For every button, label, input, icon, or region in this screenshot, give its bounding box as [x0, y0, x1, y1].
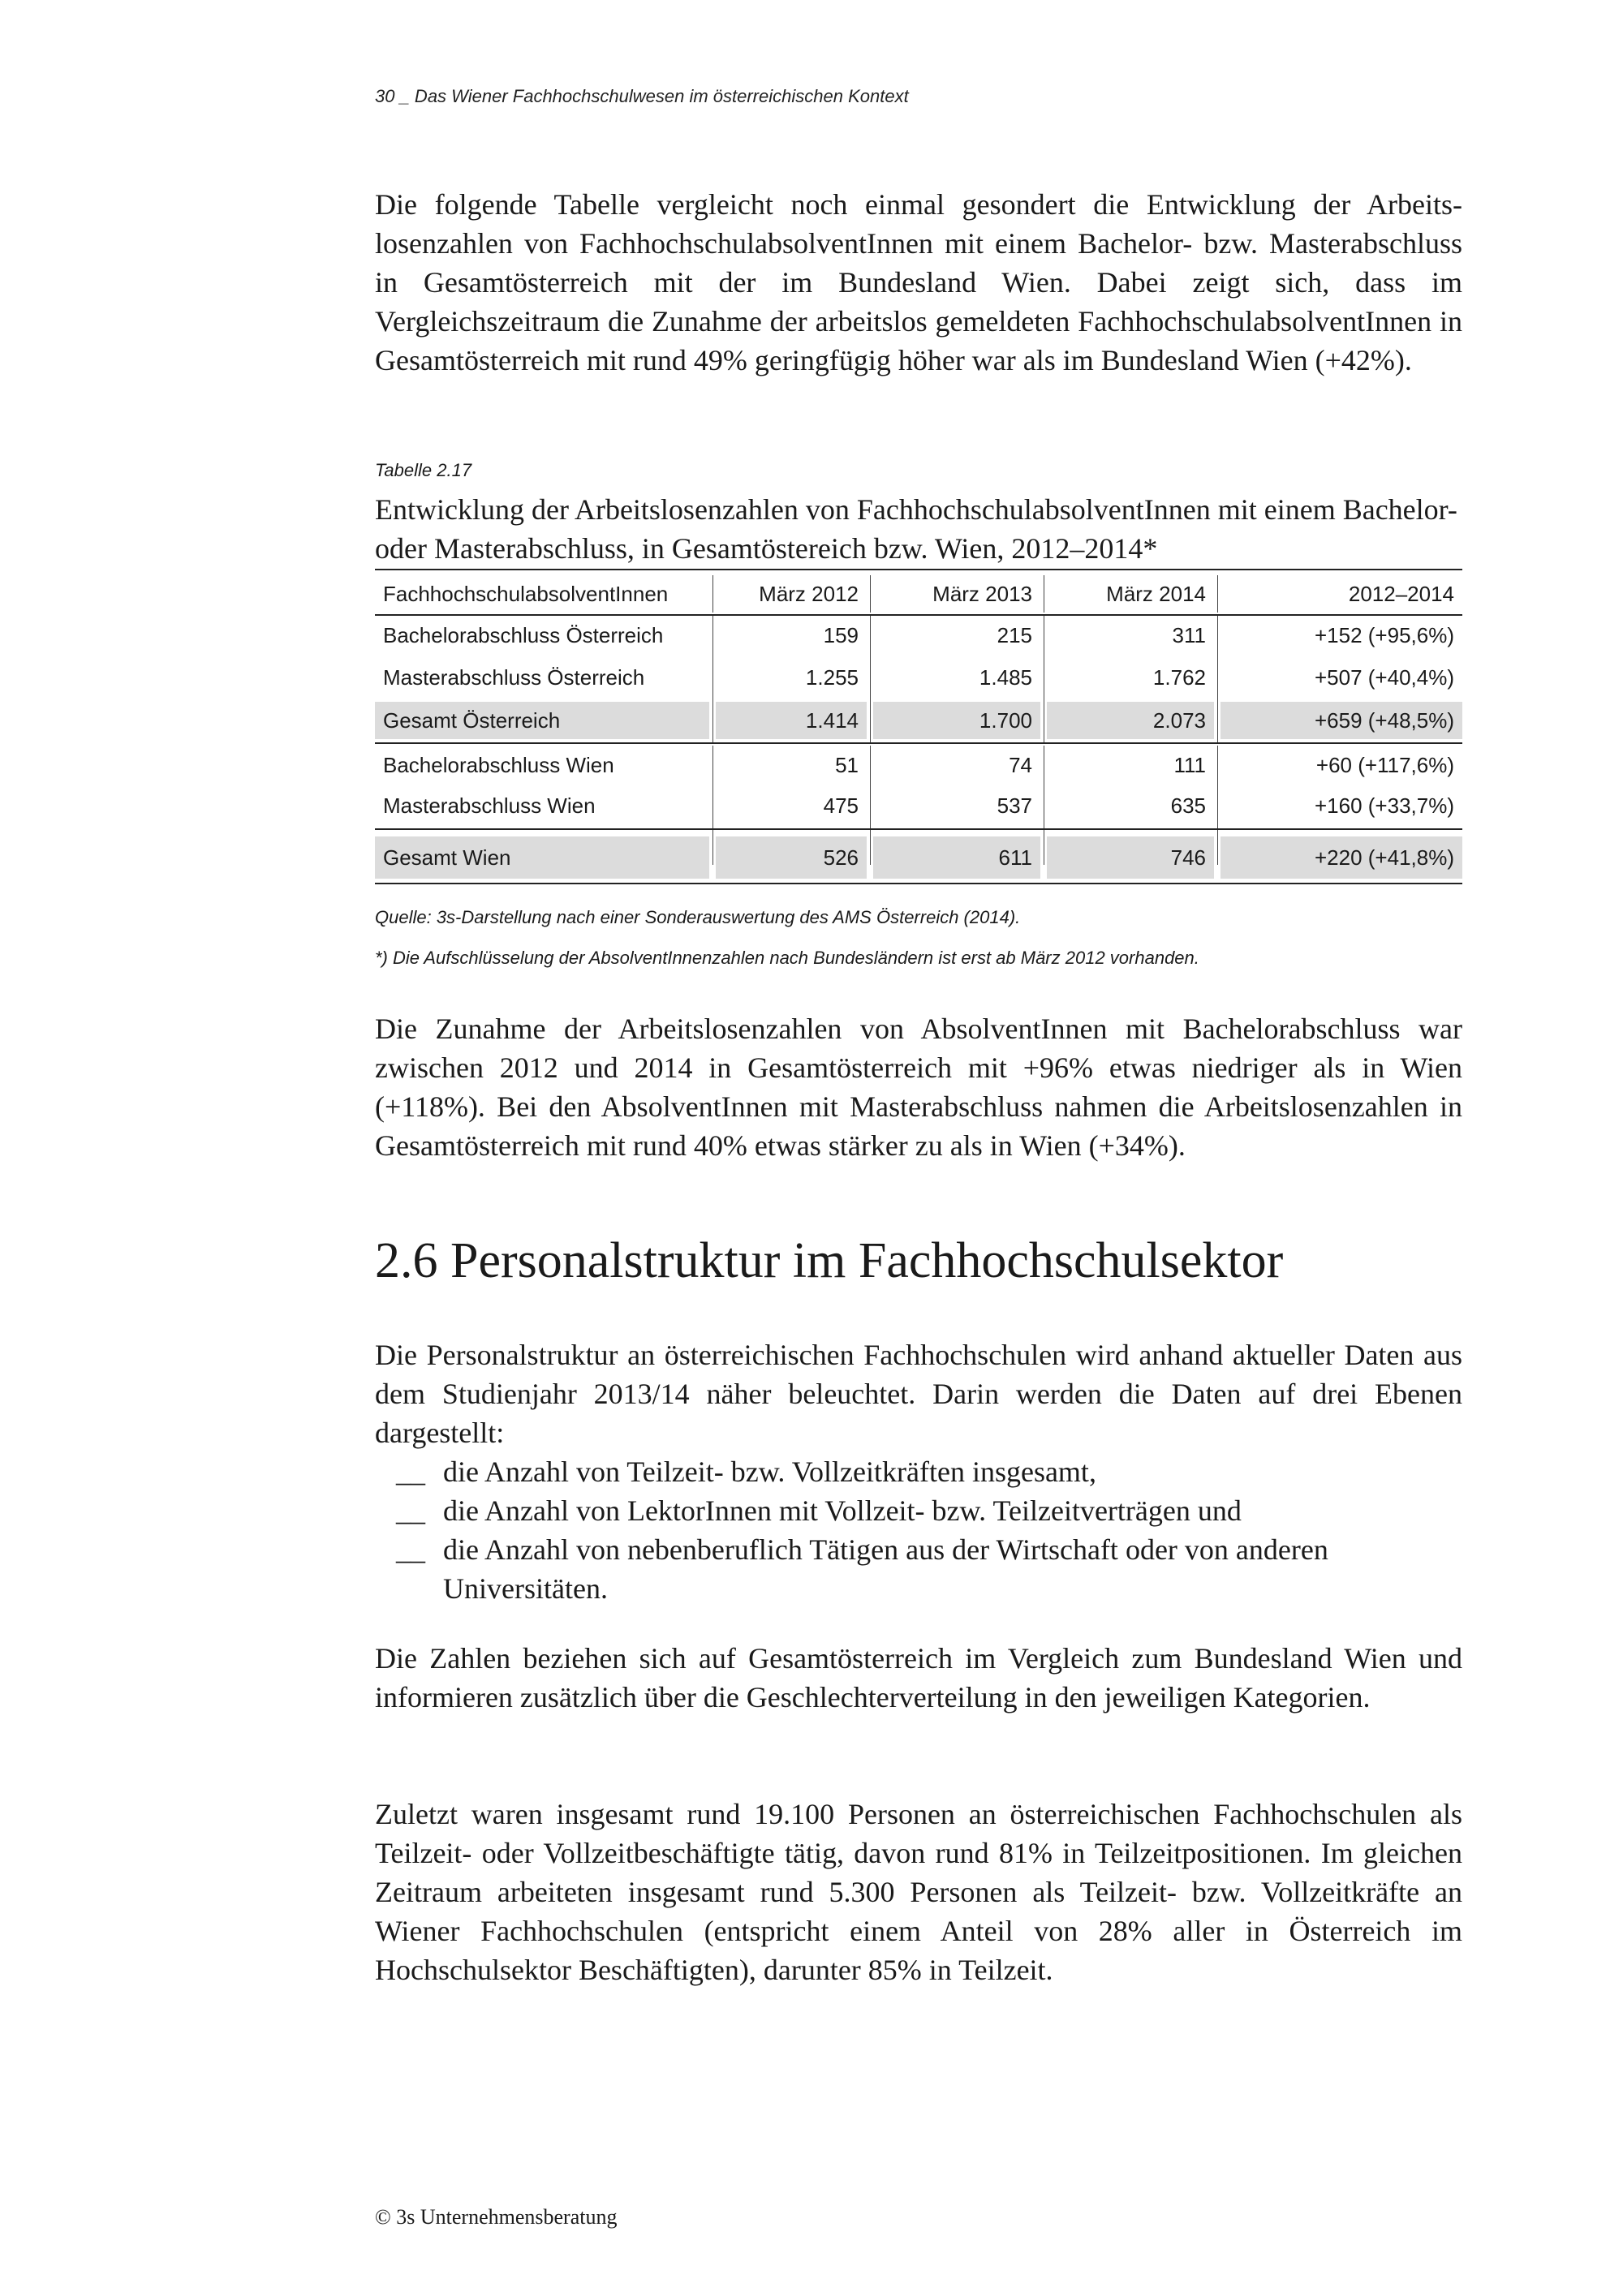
table-cell: 215	[997, 622, 1032, 647]
table-cell: +220 (+41,8%)	[1220, 836, 1462, 879]
table-cell: 1.414	[716, 702, 867, 739]
running-header: 30 _ Das Wiener Fachhochschulwesen im österreichischen Kontext	[375, 86, 909, 106]
table-cell: Gesamt Wien	[375, 836, 709, 879]
table-header-cell: März 2013	[932, 581, 1032, 606]
list-item-text: die Anzahl von LektorInnen mit Vollzeit- bzw. Teilzeitverträgen und	[443, 1494, 1242, 1527]
table-cell: 635	[1170, 793, 1206, 818]
table-footnote: *) Die Aufschlüsselung der AbsolventInnenzahlen nach Bundesländern ist erst ab März 2012 vorhanden.	[375, 948, 1199, 968]
table-cell: 746	[1047, 836, 1214, 879]
table-cell: +152 (+95,6%)	[1314, 622, 1454, 647]
table-header-cell: FachhochschulabsolventInnen	[383, 581, 669, 606]
table-cell: 111	[1173, 752, 1206, 777]
table-cell: 74	[1009, 752, 1032, 777]
table-header-cell: März 2014	[1106, 581, 1206, 606]
table-header-cell: 2012–2014	[1348, 581, 1454, 606]
table-row-total	[375, 836, 1462, 879]
list-item	[375, 1530, 1462, 1608]
table-cell: 611	[873, 836, 1040, 879]
list-item	[375, 1491, 1462, 1530]
table-cell: +659 (+48,5%)	[1220, 702, 1462, 739]
footer-copyright: © 3s Unternehmensberatung	[375, 2205, 618, 2229]
table-row	[375, 786, 1462, 825]
table-cell: 1.762	[1152, 664, 1206, 690]
table-cell: 311	[1172, 622, 1206, 647]
list-marker: __	[396, 1455, 425, 1488]
table-header-row	[375, 575, 1462, 613]
table-source: Quelle: 3s-Darstellung nach einer Sonderauswertung des AMS Österreich (2014).	[375, 907, 1021, 927]
column-separator	[712, 575, 713, 613]
table-cell: 526	[716, 836, 867, 879]
table-group-rule	[375, 742, 1462, 744]
table-cell: 537	[997, 793, 1032, 818]
table-cell: Gesamt Österreich	[375, 702, 709, 739]
table-cell: 475	[823, 793, 859, 818]
column-separator	[1217, 575, 1218, 613]
table-cell: 159	[823, 622, 859, 647]
table-label: Tabelle 2.17	[375, 460, 472, 480]
table-cell: Masterabschluss Wien	[383, 793, 596, 818]
table-cell: 1.700	[873, 702, 1040, 739]
bullet-list	[375, 1452, 1462, 1608]
table-cell: +60 (+117,6%)	[1315, 752, 1454, 777]
table-title: Entwicklung der Arbeitslosenzahlen von FachhochschulabsolventInnen mit einem Bachelor- oder Masterabschluss, in Gesamtöstereich bzw. Wien, 2012–2014*	[375, 493, 1457, 565]
table-cell: 2.073	[1047, 702, 1214, 739]
paragraph-after-table: Die Zunahme der Arbeitslosenzahlen von AbsolventInnen mit Bachelorabschluss war zwischen 2012 und 2014 in Gesamtösterreich mit +96% etwas niedriger als in Wien (+118%). Bei den AbsolventInnen mit Masterabschluss nahmen die Arbeitslosenzahlen in Gesamtösterreich mit rund 40% etwas stärker zu als in Wien (+34%).	[375, 1013, 1462, 1162]
table-cell: Masterabschluss Österreich	[383, 664, 645, 690]
table-top-rule	[375, 569, 1462, 570]
table-cell: Bachelorabschluss Österreich	[383, 622, 664, 647]
table-row	[375, 616, 1462, 655]
table-cell: +507 (+40,4%)	[1314, 664, 1454, 690]
column-separator	[870, 575, 871, 613]
list-marker: __	[396, 1494, 425, 1527]
table-cell: Bachelorabschluss Wien	[383, 752, 614, 777]
section-heading: 2.6 Personalstruktur im Fachhochschulsektor	[375, 1233, 1284, 1288]
table-cell: 1.255	[805, 664, 859, 690]
table-row-total	[375, 702, 1462, 739]
section-intro: Die Personalstruktur an österreichischen Fachhochschulen wird anhand aktueller Daten aus dem Studienjahr 2013/14 näher beleuchtet. Darin werden die Daten auf drei Ebenen dargestellt:	[375, 1339, 1462, 1449]
list-item-text: die Anzahl von nebenberuflich Tätigen aus der Wirtschaft oder von anderen Universitäten.	[443, 1533, 1328, 1605]
table-cell: +160 (+33,7%)	[1314, 793, 1454, 818]
table-cell: 51	[835, 752, 859, 777]
table-header-cell: März 2012	[759, 581, 859, 606]
intro-paragraph: Die folgende Tabelle vergleicht noch einmal gesondert die Entwicklung der Arbeitslosenzahlen von FachhochschulabsolventInnen mit einem Bachelor- bzw. Masterabschluss in Gesamtösterreich mit der im Bundesland Wien. Dabei zeigt sich, dass im Vergleichszeitraum die Zunahme der arbeitslos gemeldeten FachhochschulabsolventInnen in Gesamtösterreich mit rund 49% geringfügig höher war als im Bundesland Wien (+42%).	[375, 188, 1462, 376]
table-rule	[375, 828, 1462, 830]
table-row	[375, 658, 1462, 697]
list-item-text: die Anzahl von Teilzeit- bzw. Vollzeitkräften insgesamt,	[443, 1455, 1096, 1488]
list-item	[375, 1452, 1462, 1491]
table-row	[375, 746, 1462, 785]
paragraph-2: Die Zahlen beziehen sich auf Gesamtösterreich im Vergleich zum Bundesland Wien und informieren zusätzlich über die Geschlechterverteilung in den jeweiligen Kategorien.	[375, 1642, 1462, 1713]
paragraph-3: Zuletzt waren insgesamt rund 19.100 Personen an österreichischen Fachhochschulen als Teilzeit- oder Vollzeitbeschäftigte tätig, davon rund 81% in Teilzeitpositionen. Im gleichen Zeitraum arbeiteten insgesamt rund 5.300 Personen als Teilzeit- bzw. Vollzeitkräfte an Wiener Fachhochschulen (entspricht einem Anteil von 28% aller in Österreich im Hochschulsektor Beschäftigten), darunter 85% in Teilzeit.	[375, 1798, 1462, 1986]
list-marker: __	[396, 1533, 425, 1566]
table-bottom-rule	[375, 883, 1462, 884]
table-cell: 1.485	[979, 664, 1032, 690]
